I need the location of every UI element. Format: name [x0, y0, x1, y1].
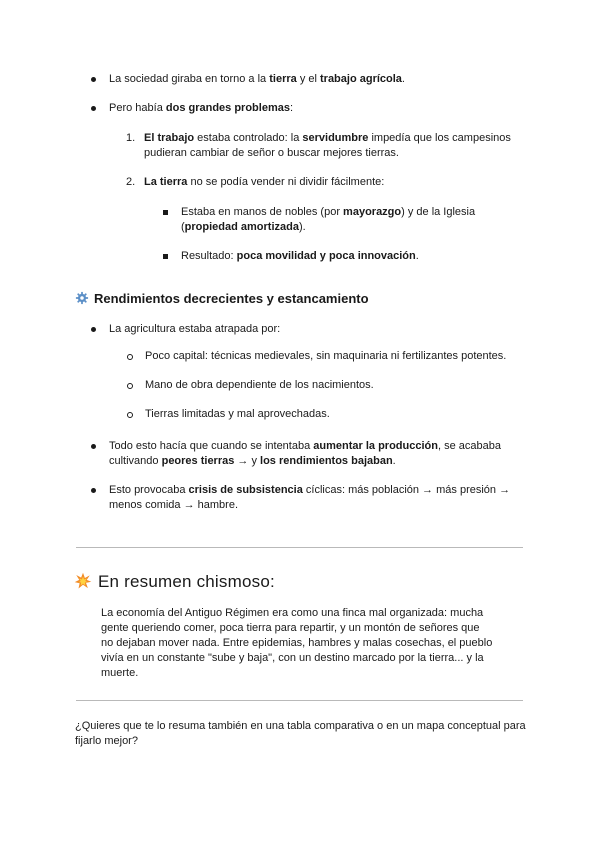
- bold-text: dos grandes problemas: [165, 102, 290, 114]
- bold-text: aumentar la producción: [313, 440, 438, 452]
- bullet-disc: [91, 77, 96, 82]
- text: impedía que los campesinos: [368, 132, 511, 144]
- text: ).: [298, 221, 306, 233]
- horizontal-rule: [76, 700, 523, 701]
- list-number: 1.: [126, 132, 136, 144]
- numbered-item-1: [144, 130, 511, 146]
- intro-bullet-2: [109, 100, 293, 116]
- text: no se podía vender ni dividir fácilmente:: [187, 176, 385, 188]
- text: .: [401, 73, 405, 85]
- section1-bullet-1: La agricultura estaba atrapada por:: [109, 323, 281, 335]
- sub-item-1-line-2: [181, 219, 306, 235]
- numbered-item-1-line-2: pudieran cambiar de señor o buscar mejores tierras.: [144, 147, 399, 159]
- summary-line-3: no dejaban mover nada. Entre epidemias, hambres y malas cosechas, el pueblo: [101, 637, 493, 649]
- text: estaba controlado: la: [194, 132, 303, 144]
- closing-question-line-2: fijarlo mejor?: [75, 735, 138, 747]
- bold-text: trabajo agrícola: [320, 73, 402, 85]
- heading-text: Rendimientos decrecientes y estancamiento: [94, 291, 369, 306]
- section1-bullet-3: [109, 482, 510, 498]
- numbered-item-2: [144, 174, 384, 190]
- text: cultivando: [109, 455, 162, 467]
- bold-text: La tierra: [144, 176, 188, 188]
- section1-sub-2: Mano de obra dependiente de los nacimientos.: [145, 379, 374, 391]
- section1-sub-1: Poco capital: técnicas medievales, sin maquinaria ni fertilizantes potentes.: [145, 350, 507, 362]
- closing-question-line-1: ¿Quieres que te lo resuma también en una tabla comparativa o en un mapa conceptual para: [75, 720, 526, 732]
- sub-item-1: [181, 204, 475, 220]
- horizontal-rule: [76, 547, 523, 548]
- text: :: [289, 102, 294, 114]
- section1-sub-3: Tierras limitadas y mal aprovechadas.: [145, 408, 330, 420]
- text: → y: [234, 455, 261, 467]
- text: Estaba en manos de nobles (por: [181, 206, 344, 218]
- bullet-disc: [91, 327, 96, 332]
- text: .: [392, 455, 396, 467]
- section1-bullet-3-line-2: menos comida → hambre.: [109, 499, 238, 511]
- bullet-disc: [91, 106, 96, 111]
- section1-bullet-2: [109, 438, 501, 454]
- text: (: [181, 221, 185, 233]
- bullet-disc: [91, 444, 96, 449]
- bold-text: peores tierras: [161, 455, 235, 467]
- summary-line-5: muerte.: [101, 667, 139, 679]
- heading-text: En resumen chismoso:: [98, 572, 275, 591]
- bold-text: propiedad amortizada: [184, 221, 299, 233]
- bullet-square: [163, 254, 168, 259]
- text: .: [415, 250, 419, 262]
- bullet-disc: [91, 488, 96, 493]
- summary-line-4: vivía en un constante "sube y baja", con un destino marcado por la tierra... y la: [101, 652, 484, 664]
- bold-text: El trabajo: [144, 132, 195, 144]
- section-heading-resumen: [74, 571, 275, 593]
- intro-bullet-1: [109, 71, 405, 87]
- text: Pero había: [109, 102, 166, 114]
- bullet-circle: [127, 412, 133, 418]
- bold-text: los rendimientos bajaban: [260, 455, 393, 467]
- list-number: 2.: [126, 176, 136, 188]
- bold-text: servidumbre: [302, 132, 369, 144]
- bold-text: mayorazgo: [343, 206, 402, 218]
- text: Esto provocaba: [109, 484, 189, 496]
- gear-icon: [75, 291, 89, 305]
- text: cíclicas: más población → más presión →: [302, 484, 511, 496]
- summary-line-1: La economía del Antiguo Régimen era como una finca mal organizada: mucha: [101, 607, 484, 619]
- text: y el: [296, 73, 320, 85]
- sub-item-2: [181, 248, 419, 264]
- bold-text: crisis de subsistencia: [188, 484, 303, 496]
- collision-icon: [74, 572, 92, 590]
- section-heading-rendimientos: [75, 290, 369, 308]
- text: Resultado:: [181, 250, 237, 262]
- bold-text: poca movilidad y poca innovación: [236, 250, 416, 262]
- bullet-circle: [127, 354, 133, 360]
- text: La sociedad giraba en torno a la: [109, 73, 270, 85]
- section1-bullet-2-line-2: [109, 453, 396, 469]
- summary-line-2: gente queriendo comer, poca tierra para repartir, y un montón de señores que: [101, 622, 480, 634]
- text: ) y de la Iglesia: [401, 206, 476, 218]
- bold-text: tierra: [269, 73, 297, 85]
- text: , se acababa: [437, 440, 501, 452]
- bullet-square: [163, 210, 168, 215]
- text: Todo esto hacía que cuando se intentaba: [109, 440, 314, 452]
- bullet-circle: [127, 383, 133, 389]
